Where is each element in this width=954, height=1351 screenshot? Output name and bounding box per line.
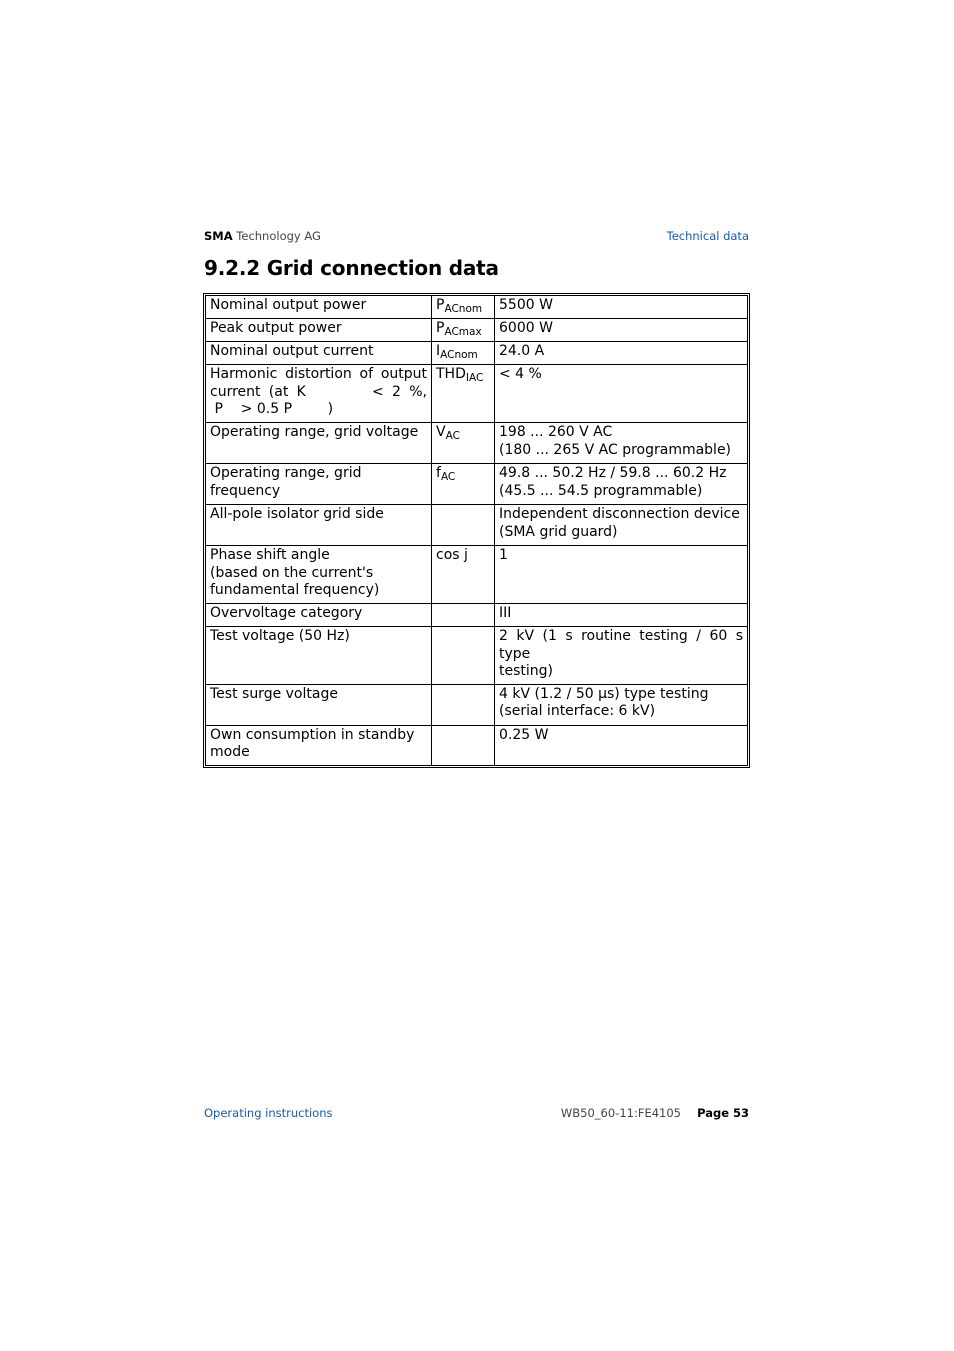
- value-cell: 198 ... 260 V AC (180 ... 265 V AC programmable): [495, 423, 748, 464]
- symbol-cell: [432, 725, 495, 765]
- parameter-cell: Peak output power: [206, 319, 432, 342]
- table-row: [206, 505, 748, 546]
- section-name: Technical data: [666, 229, 749, 243]
- document-type: Operating instructions: [204, 1106, 333, 1120]
- symbol-cell: $f_{AC}$: [432, 464, 495, 505]
- parameter-cell: Operating range, grid frequency: [206, 464, 432, 505]
- value-cell: 6000 W: [495, 319, 748, 342]
- value-cell: 1: [495, 546, 748, 604]
- symbol-cell: [432, 627, 495, 685]
- parameter-cell: Nominal output current: [206, 342, 432, 365]
- value-cell: 2 kV (1 s routine testing / 60 s type testing): [495, 627, 748, 685]
- parameter-cell: Own consumption in standby mode: [206, 725, 432, 765]
- parameter-cell: [206, 365, 432, 423]
- parameter-cell: All-pole isolator grid side: [206, 505, 432, 546]
- parameter-cell: Test surge voltage: [206, 684, 432, 725]
- symbol-cell: cos j: [432, 546, 495, 604]
- value-cell: Independent disconnection device (SMA grid guard): [495, 505, 748, 546]
- table-row: [206, 342, 748, 365]
- parameter-cell: Operating range, grid voltage: [206, 423, 432, 464]
- company-name: [204, 229, 321, 243]
- page-footer: [204, 1106, 749, 1122]
- table-row: [206, 725, 748, 765]
- table-row: [206, 365, 748, 423]
- symbol-cell: $P_{ACmax}$: [432, 319, 495, 342]
- document-code: WB50_60-11:FE4105: [560, 1106, 681, 1120]
- table-row: [206, 627, 748, 685]
- parameter-line: P > 0.5 P ): [214, 401, 334, 417]
- symbol-cell: [432, 505, 495, 546]
- symbol-cell: $I_{ACnom}$: [432, 342, 495, 365]
- table-row: [206, 464, 748, 505]
- table-row: [206, 319, 748, 342]
- value-cell: 4 kV (1.2 / 50 µs) type testing (serial interface: 6 kV): [495, 684, 748, 725]
- parameter-cell: Nominal output power: [206, 296, 432, 319]
- symbol-cell: [432, 604, 495, 627]
- value-cell: 5500 W: [495, 296, 748, 319]
- table-row: [206, 423, 748, 464]
- value-cell: 0.25 W: [495, 725, 748, 765]
- parameter-cell: Test voltage (50 Hz): [206, 627, 432, 685]
- value-cell: III: [495, 604, 748, 627]
- page-header: [204, 229, 749, 245]
- parameter-line: Harmonic distortion of output current (at K < 2 %,: [210, 366, 427, 400]
- grid-connection-table: [203, 293, 750, 768]
- section-title: 9.2.2 Grid connection data: [204, 256, 499, 280]
- symbol-cell: $THD_{IAC}$: [432, 365, 495, 423]
- value-cell: 24.0 A: [495, 342, 748, 365]
- parameter-cell: Phase shift angle (based on the current's fundamental frequency): [206, 546, 432, 604]
- parameter-cell: Overvoltage category: [206, 604, 432, 627]
- symbol-cell: $V_{AC}$: [432, 423, 495, 464]
- symbol-cell: $P_{ACnom}$: [432, 296, 495, 319]
- table-row: [206, 684, 748, 725]
- company-suffix: Technology AG: [232, 229, 321, 243]
- table-row: [206, 604, 748, 627]
- brand-name: SMA: [204, 229, 233, 243]
- value-cell: < 4 %: [495, 365, 748, 423]
- page-number: Page 53: [697, 1106, 749, 1120]
- table-row: [206, 546, 748, 604]
- table-row: [206, 296, 748, 319]
- symbol-cell: [432, 684, 495, 725]
- value-cell: 49.8 ... 50.2 Hz / 59.8 ... 60.2 Hz (45.5 ... 54.5 programmable): [495, 464, 748, 505]
